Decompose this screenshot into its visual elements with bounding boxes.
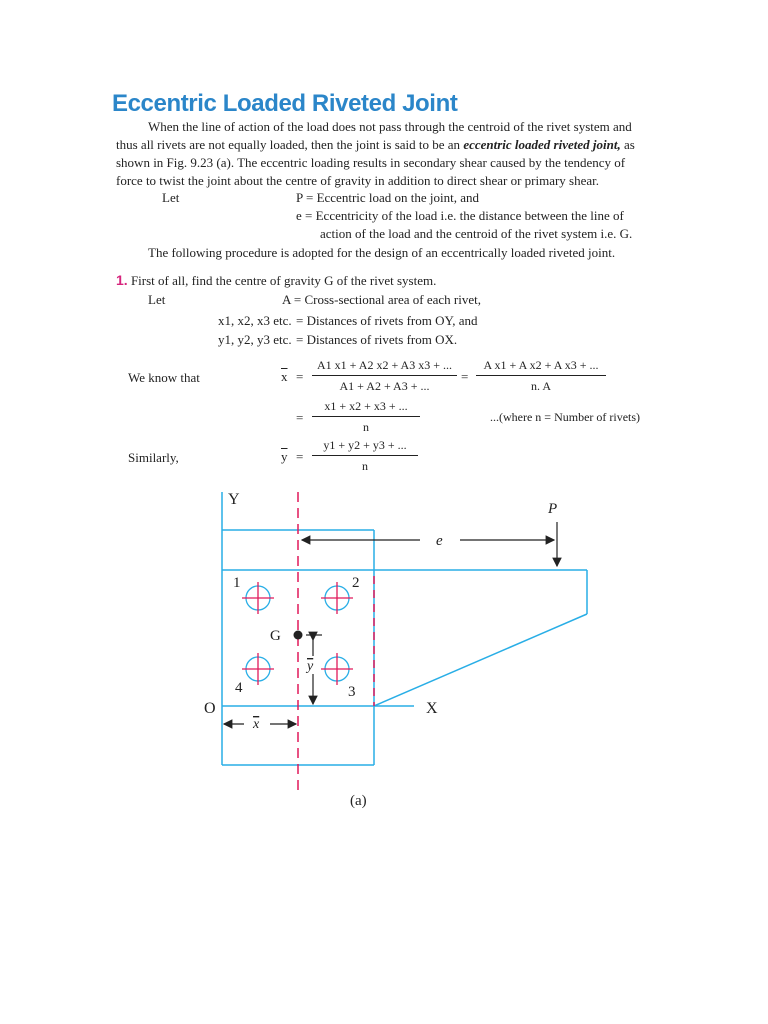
fraction-2 bbox=[476, 358, 606, 394]
origin-label: O bbox=[204, 700, 216, 717]
intro-emphasis: eccentric loaded riveted joint, bbox=[463, 137, 621, 152]
let-label: Let bbox=[162, 190, 180, 205]
rivet-1-label: 1 bbox=[233, 575, 241, 591]
fraction-2-num: A x1 + A x2 + A x3 + ... bbox=[476, 358, 606, 376]
rivet-4 bbox=[242, 653, 274, 685]
procedure-text: The following procedure is adopted for the design of an eccentrically loaded riveted joint. bbox=[148, 245, 616, 260]
rivet-2 bbox=[321, 582, 353, 614]
we-know-label: We know that bbox=[128, 370, 200, 385]
step-number: 1. bbox=[116, 272, 128, 288]
fraction-3 bbox=[312, 399, 420, 435]
def-P: P = Eccentric load on the joint, and bbox=[296, 190, 480, 205]
ybar-label: y bbox=[307, 659, 314, 674]
def-y-lhs: y1, y2, y3 etc. bbox=[218, 332, 292, 347]
xbar-symbol: $\overline{x}$ bbox=[281, 369, 288, 384]
fraction-3-num: x1 + x2 + x3 + ... bbox=[312, 399, 420, 417]
def-x-lhs: x1, x2, x3 etc. bbox=[218, 313, 292, 328]
centroid-label: G bbox=[270, 628, 281, 644]
fraction-3-den: n bbox=[363, 420, 369, 434]
intro-line-4: force to twist the joint about the centre of gravity in addition to direct shear or primary shear. bbox=[116, 173, 600, 188]
fraction-2-den: n. A bbox=[530, 379, 551, 393]
step-1-text: First of all, find the centre of gravity G of the rivet system. bbox=[130, 273, 437, 288]
figure-caption: (a) bbox=[350, 793, 367, 809]
xbar-label: x bbox=[253, 717, 260, 732]
def-e-cont: action of the load and the centroid of the rivet system i.e. G. bbox=[320, 226, 633, 241]
equals-2: = bbox=[461, 369, 469, 384]
def-y-rhs: = Distances of rivets from OX. bbox=[296, 332, 458, 347]
step-1 bbox=[116, 272, 436, 289]
fraction-1-den: A1 + A2 + A3 + ... bbox=[339, 379, 430, 393]
ecc-label: e bbox=[436, 533, 443, 549]
where-note: ...(where n = Number of rivets) bbox=[490, 410, 641, 424]
axis-x-label: X bbox=[426, 700, 438, 717]
fraction-4-num: y1 + y2 + y3 + ... bbox=[312, 438, 418, 456]
fraction-4 bbox=[312, 438, 418, 474]
riveted-joint-figure bbox=[0, 480, 768, 830]
fraction-1 bbox=[312, 358, 457, 394]
ybar-symbol: $\overline{y}$ bbox=[281, 449, 288, 464]
intro-line-1: When the line of action of the load does not pass through the centroid of the rivet system and bbox=[148, 119, 632, 134]
similarly-label: Similarly, bbox=[128, 450, 179, 465]
load-label: P bbox=[548, 501, 558, 517]
centroid-point bbox=[294, 631, 303, 640]
intro-line-3: shown in Fig. 9.23 (a). The eccentric loading results in secondary shear caused by the tendency of bbox=[116, 155, 626, 170]
axis-y-label: Y bbox=[228, 491, 240, 508]
rivet-3-label: 3 bbox=[348, 684, 356, 700]
intro-line-2c: as bbox=[620, 137, 635, 152]
intro-paragraph bbox=[116, 118, 635, 190]
equals-1: = bbox=[296, 369, 304, 384]
def-x-rhs: = Distances of rivets from OY, and bbox=[296, 313, 478, 328]
equals-3: = bbox=[296, 410, 304, 425]
rivet-3 bbox=[321, 653, 353, 685]
intro-line-2 bbox=[116, 136, 635, 154]
def-e: e = Eccentricity of the load i.e. the distance between the line of bbox=[296, 208, 624, 223]
step-let: Let bbox=[148, 292, 166, 307]
equals-4: = bbox=[296, 449, 304, 464]
page-title: Eccentric Loaded Riveted Joint bbox=[112, 90, 458, 117]
fraction-1-num: A1 x1 + A2 x2 + A3 x3 + ... bbox=[312, 358, 457, 376]
def-A: A = Cross-sectional area of each rivet, bbox=[282, 292, 482, 307]
rivet-2-label: 2 bbox=[352, 575, 360, 591]
rivet-4-label: 4 bbox=[235, 680, 243, 696]
rivet-1 bbox=[242, 582, 274, 614]
fraction-4-den: n bbox=[362, 459, 368, 473]
intro-line-2a: thus all rivets are not equally loaded, then the joint is said to be an bbox=[116, 137, 464, 152]
